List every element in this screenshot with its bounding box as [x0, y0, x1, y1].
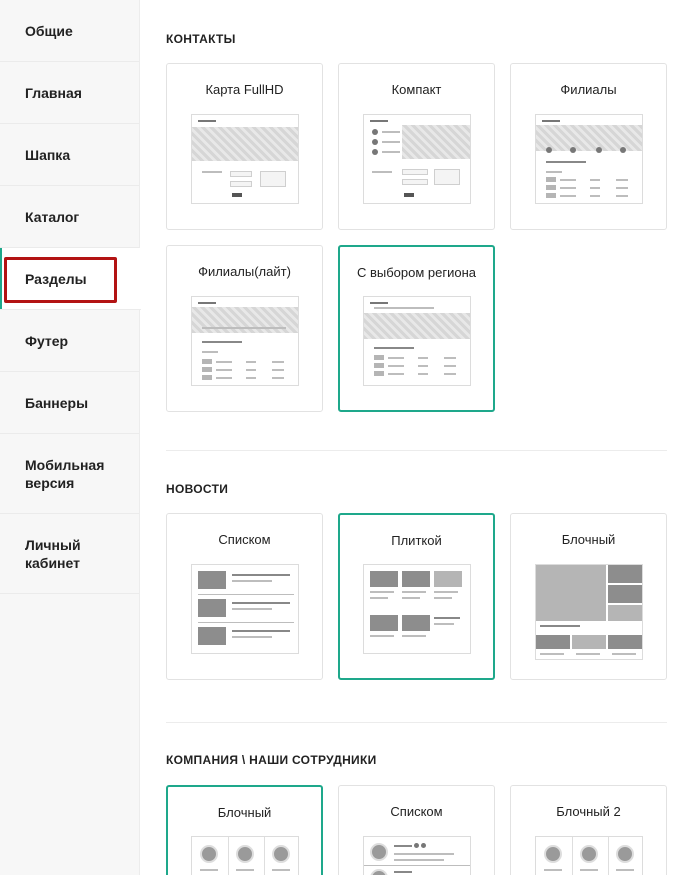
- preview-thumbnail: [191, 564, 299, 654]
- sidebar-item-footer[interactable]: [0, 310, 139, 372]
- preview-thumbnail: [191, 836, 299, 875]
- sidebar-item-sections[interactable]: [0, 248, 141, 310]
- preview-thumbnail: [535, 114, 643, 204]
- preview-thumbnail: [535, 564, 643, 660]
- section-title-contacts: КОНТАКТЫ: [166, 32, 236, 46]
- sidebar-item-label: Шапка: [25, 146, 71, 163]
- sidebar-item-general[interactable]: [0, 0, 139, 62]
- sidebar-item-label: Общие: [25, 22, 73, 39]
- sidebar-item-label: Мобильная версия: [25, 456, 105, 491]
- option-label: Филиалы(лайт): [198, 264, 291, 279]
- sidebar-item-account[interactable]: [0, 514, 139, 594]
- preview-thumbnail: [191, 296, 299, 386]
- sidebar-item-label: Разделы: [25, 270, 87, 287]
- option-label: Списком: [218, 532, 271, 547]
- preview-thumbnail: [363, 114, 471, 204]
- sidebar-item-mobile[interactable]: [0, 434, 139, 514]
- option-label: Филиалы: [560, 82, 617, 97]
- sidebar-item-label: Личный кабинет: [25, 536, 81, 571]
- section-divider: [166, 450, 667, 451]
- option-card-branches[interactable]: [510, 63, 667, 230]
- sidebar-item-header[interactable]: [0, 124, 139, 186]
- option-card-news-tiles[interactable]: [338, 513, 495, 680]
- preview-thumbnail: [191, 114, 299, 204]
- preview-thumbnail: [363, 296, 471, 386]
- sidebar-item-label: Футер: [25, 332, 69, 349]
- option-card-branches-lite[interactable]: [166, 245, 323, 412]
- option-card-staff-blocks[interactable]: [166, 785, 323, 875]
- option-label: Блочный 2: [556, 804, 621, 819]
- preview-thumbnail: [363, 836, 471, 875]
- sidebar-item-main[interactable]: [0, 62, 139, 124]
- option-label: С выбором региона: [356, 265, 477, 280]
- option-card-region-select[interactable]: [338, 245, 495, 412]
- sidebar-item-catalog[interactable]: [0, 186, 139, 248]
- sidebar-item-label: Каталог: [25, 208, 80, 225]
- preview-thumbnail: [363, 564, 471, 654]
- preview-thumbnail: [535, 836, 643, 875]
- option-label: Плиткой: [391, 533, 442, 548]
- sidebar-item-banners[interactable]: [0, 372, 139, 434]
- option-card-map-fullhd[interactable]: [166, 63, 323, 230]
- option-label: Блочный: [217, 805, 272, 820]
- option-card-compact[interactable]: [338, 63, 495, 230]
- settings-sidebar: [0, 0, 140, 875]
- section-title-news: НОВОСТИ: [166, 482, 229, 496]
- option-label: Карта FullHD: [205, 82, 284, 97]
- sidebar-item-label: Баннеры: [25, 394, 89, 411]
- section-title-staff: КОМПАНИЯ \ НАШИ СОТРУДНИКИ: [166, 753, 377, 767]
- sections-settings-panel: [141, 0, 692, 875]
- option-label: Блочный: [561, 532, 616, 547]
- option-card-news-blocks[interactable]: [510, 513, 667, 680]
- sidebar-item-label: Главная: [25, 84, 82, 101]
- option-label: Списком: [390, 804, 443, 819]
- section-divider: [166, 722, 667, 723]
- option-label: Компакт: [391, 82, 442, 97]
- option-card-staff-blocks-2[interactable]: [510, 785, 667, 875]
- option-card-staff-list[interactable]: [338, 785, 495, 875]
- option-card-news-list[interactable]: [166, 513, 323, 680]
